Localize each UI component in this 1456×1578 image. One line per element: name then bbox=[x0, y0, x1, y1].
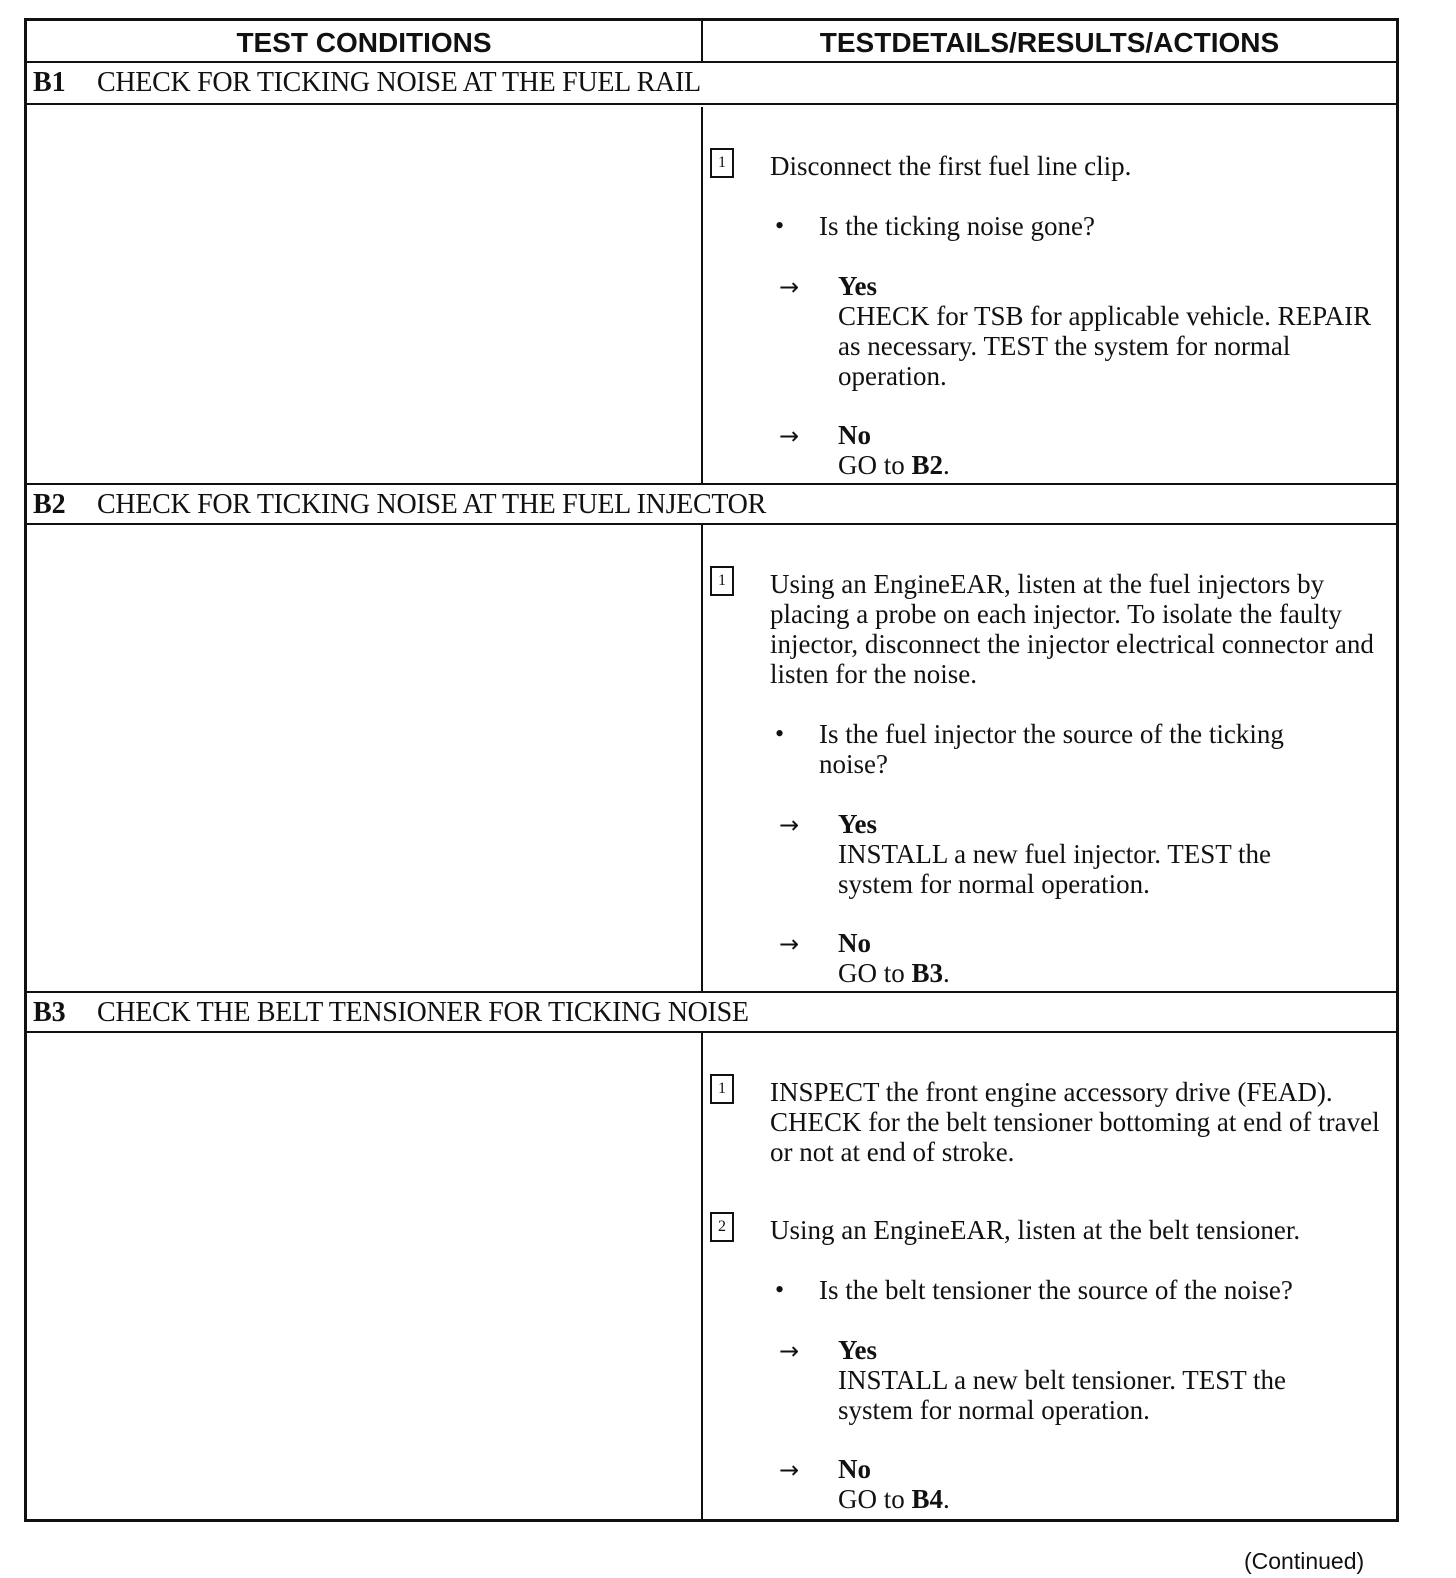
no-text bbox=[838, 1484, 950, 1514]
arrow-right-icon: → bbox=[779, 273, 800, 301]
diagnostic-table bbox=[24, 18, 1399, 1522]
bullet-icon: • bbox=[775, 211, 785, 240]
arrow-right-icon: → bbox=[779, 930, 800, 958]
yes-label: Yes bbox=[838, 271, 877, 301]
column-divider bbox=[701, 107, 703, 485]
question-text: Is the fuel injector the source of the ticking noise? bbox=[819, 719, 1284, 779]
step-title: CHECK FOR TICKING NOISE AT THE FUEL INJECTOR bbox=[97, 489, 766, 520]
table-header bbox=[27, 21, 1396, 63]
yes-text: INSTALL a new fuel injector. TEST the system for normal operation. bbox=[838, 839, 1271, 899]
no-text bbox=[838, 958, 950, 988]
header-test-details: TESTDETAILS/RESULTS/ACTIONS bbox=[819, 27, 1280, 58]
step-title: CHECK THE BELT TENSIONER FOR TICKING NOISE bbox=[97, 997, 749, 1028]
step-header-b2 bbox=[27, 483, 1396, 525]
no-label: No bbox=[838, 928, 871, 958]
action-number-box: 1 bbox=[710, 148, 734, 178]
arrow-right-icon: → bbox=[779, 1456, 800, 1484]
no-target: B2 bbox=[911, 450, 944, 480]
step-code: B2 bbox=[33, 489, 66, 520]
no-target: B4 bbox=[911, 1484, 944, 1514]
no-prefix: GO to bbox=[838, 1484, 905, 1514]
arrow-right-icon: → bbox=[779, 811, 800, 839]
action-text: Using an EngineEAR, listen at the fuel injectors by placing a probe on each injector. To isolate the faulty injector, disconnect the injector electrical connector and listen for the noise. bbox=[770, 569, 1374, 689]
step-title: CHECK FOR TICKING NOISE AT THE FUEL RAIL bbox=[97, 67, 701, 98]
yes-text: CHECK for TSB for applicable vehicle. REPAIR as necessary. TEST the system for normal operation. bbox=[838, 301, 1372, 391]
step-code: B3 bbox=[33, 997, 66, 1028]
action-number-box: 2 bbox=[710, 1212, 734, 1242]
yes-text: INSTALL a new belt tensioner. TEST the system for normal operation. bbox=[838, 1365, 1287, 1425]
no-label: No bbox=[838, 420, 871, 450]
bullet-icon: • bbox=[775, 1275, 785, 1304]
action-number-box: 1 bbox=[710, 1074, 734, 1104]
action-number-box: 1 bbox=[710, 566, 734, 596]
bullet-icon: • bbox=[775, 719, 785, 748]
action-text: INSPECT the front engine accessory drive (FEAD). CHECK for the belt tensioner bottoming at end of travel or not at end of stroke. bbox=[770, 1077, 1380, 1167]
no-prefix: GO to bbox=[838, 450, 905, 480]
no-suffix: . bbox=[943, 1484, 950, 1514]
no-label: No bbox=[838, 1454, 871, 1484]
column-divider bbox=[701, 525, 703, 993]
no-prefix: GO to bbox=[838, 958, 905, 988]
continued-note: (Continued) bbox=[1244, 1548, 1365, 1574]
no-text bbox=[838, 450, 950, 480]
step-header-b3 bbox=[27, 991, 1396, 1033]
header-test-conditions: TEST CONDITIONS bbox=[27, 21, 703, 61]
column-divider bbox=[701, 1033, 703, 1519]
no-suffix: . bbox=[943, 450, 950, 480]
step-code: B1 bbox=[33, 67, 66, 98]
action-text: Using an EngineEAR, listen at the belt tensioner. bbox=[770, 1215, 1301, 1245]
no-target: B3 bbox=[911, 958, 944, 988]
question-text: Is the belt tensioner the source of the noise? bbox=[819, 1275, 1293, 1305]
step-header-b1 bbox=[27, 63, 1396, 105]
question-text: Is the ticking noise gone? bbox=[819, 211, 1095, 241]
yes-label: Yes bbox=[838, 809, 877, 839]
arrow-right-icon: → bbox=[779, 422, 800, 450]
arrow-right-icon: → bbox=[779, 1337, 800, 1365]
no-suffix: . bbox=[943, 958, 950, 988]
action-text: Disconnect the first fuel line clip. bbox=[770, 151, 1132, 181]
yes-label: Yes bbox=[838, 1335, 877, 1365]
